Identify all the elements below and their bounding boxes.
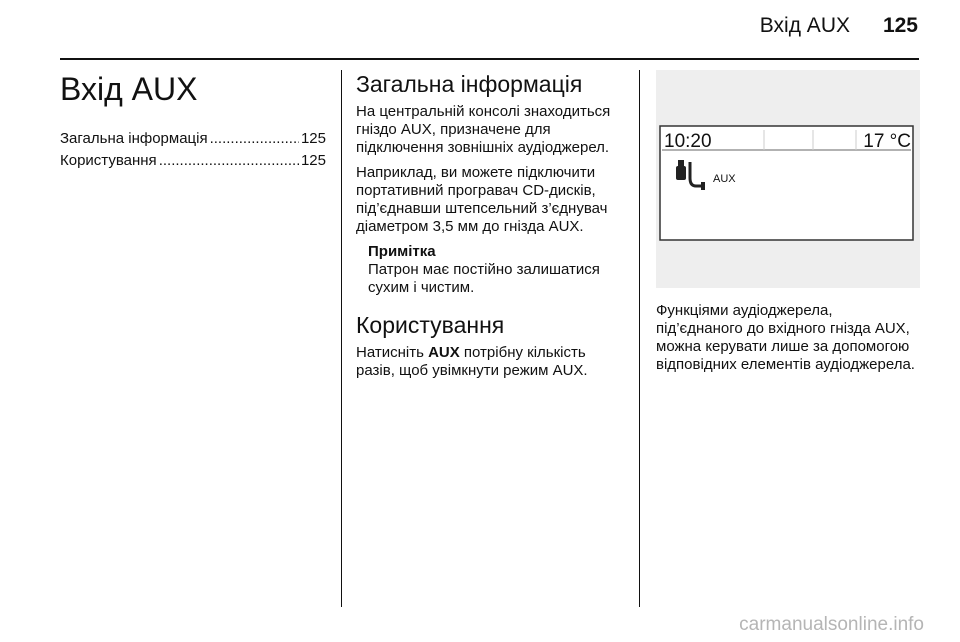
toc-column — [60, 70, 326, 172]
note-block — [356, 243, 624, 297]
display-illustration — [656, 70, 920, 288]
toc-entry-page: 125 — [300, 130, 326, 147]
aux-button-name: AUX — [428, 344, 460, 361]
toc-leader-dots — [210, 128, 299, 150]
watermark: carmanualsonline.info — [739, 614, 924, 635]
usage-text-after: потрібну кількість разів, щоб увімкнути режим AUX. — [356, 344, 588, 379]
general-paragraph-1: На центральній консолі знаходиться гніздо AUX, призначене для підключення зовнішніх аудіоджерел. — [356, 103, 611, 156]
section-title-usage: Користування — [356, 312, 505, 338]
display-temperature: 17 °C — [863, 131, 911, 152]
note-text: Патрон має постійно залишатися сухим і чистим. — [368, 261, 600, 296]
toc-entry-usage[interactable] — [60, 150, 326, 172]
note-label: Примітка — [368, 243, 436, 260]
toc-leader-dots — [159, 150, 299, 172]
column-divider-right — [639, 70, 640, 607]
header-title: Вхід AUX — [759, 14, 850, 37]
toc-entry-page: 125 — [300, 152, 326, 169]
toc-title: Вхід AUX — [60, 71, 198, 107]
display-screen-graphic — [656, 70, 920, 288]
general-paragraph-2: Наприклад, ви можете підключити портативний програвач CD-дисків, під’єднавши штепсельний з’єднувач діаметром 3,5 мм до гнізда AUX. — [356, 164, 608, 235]
toc-entry-label: Загальна інформація — [60, 130, 208, 147]
illustration-caption: Функціями аудіоджерела, під’єднаного до вхідного гнізда AUX, можна керувати лише за допомогою відповідних елементів аудіоджерела. — [656, 302, 915, 373]
usage-text-before: Натисніть — [356, 344, 429, 361]
section-title-general: Загальна інформація — [356, 71, 583, 97]
main-text-column — [356, 70, 624, 387]
display-time: 10:20 — [664, 131, 712, 152]
column-divider-left — [341, 70, 342, 607]
toc-entry-general[interactable] — [60, 128, 326, 150]
header-rule — [60, 58, 919, 60]
toc-entry-label: Користування — [60, 152, 157, 169]
usage-paragraph — [356, 344, 624, 380]
header-page-number: 125 — [882, 14, 918, 37]
display-source-label: AUX — [713, 173, 736, 185]
